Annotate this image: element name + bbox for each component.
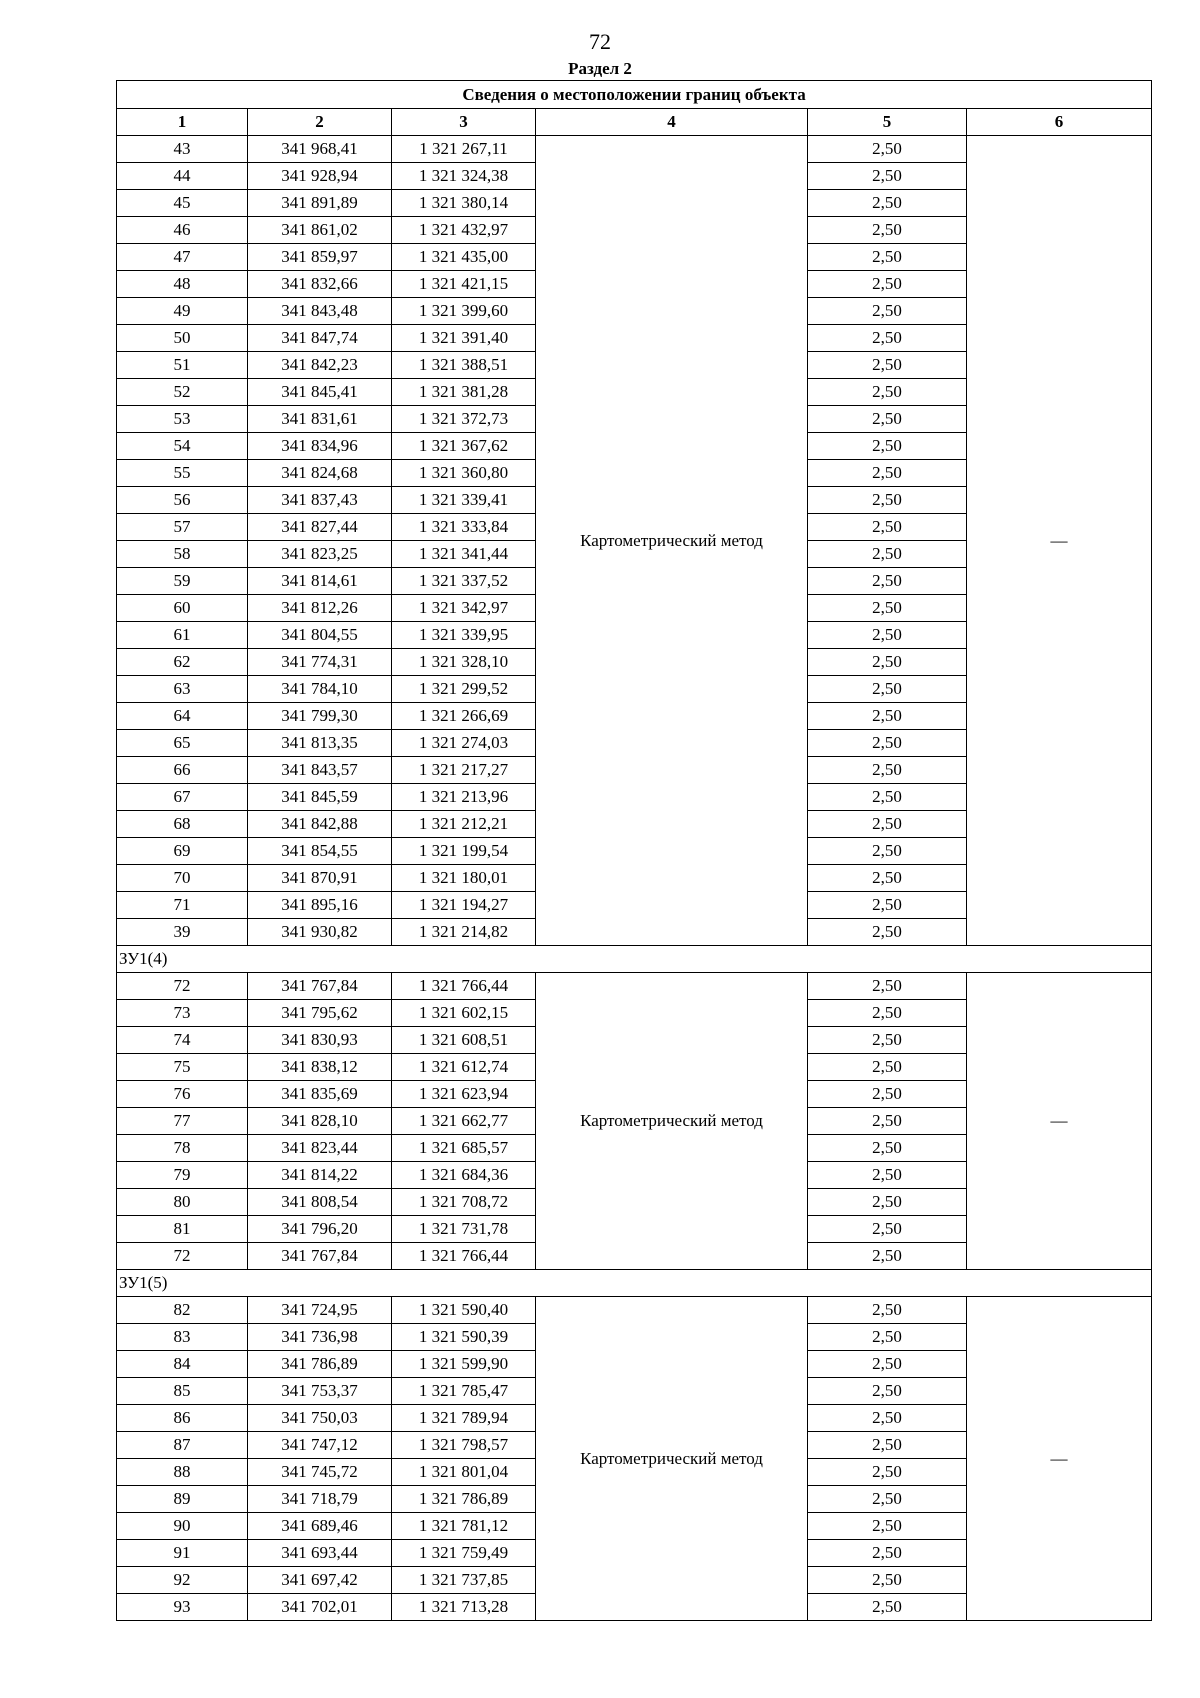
accuracy-cell: 2,50 bbox=[808, 784, 967, 811]
point-number-cell: 50 bbox=[117, 325, 248, 352]
coordinate-x-cell: 341 838,12 bbox=[248, 1054, 392, 1081]
coordinate-y-cell: 1 321 766,44 bbox=[392, 1243, 536, 1270]
accuracy-cell: 2,50 bbox=[808, 1540, 967, 1567]
table-row bbox=[117, 1297, 1152, 1324]
coordinate-y-cell: 1 321 212,21 bbox=[392, 811, 536, 838]
coordinate-y-cell: 1 321 766,44 bbox=[392, 973, 536, 1000]
coordinate-x-cell: 341 870,91 bbox=[248, 865, 392, 892]
coordinate-y-cell: 1 321 341,44 bbox=[392, 541, 536, 568]
coordinate-x-cell: 341 747,12 bbox=[248, 1432, 392, 1459]
coordinate-y-cell: 1 321 267,11 bbox=[392, 136, 536, 163]
accuracy-cell: 2,50 bbox=[808, 1324, 967, 1351]
coordinate-y-cell: 1 321 435,00 bbox=[392, 244, 536, 271]
coordinate-y-cell: 1 321 432,97 bbox=[392, 217, 536, 244]
coordinate-x-cell: 341 812,26 bbox=[248, 595, 392, 622]
accuracy-cell: 2,50 bbox=[808, 838, 967, 865]
accuracy-cell: 2,50 bbox=[808, 649, 967, 676]
coordinate-x-cell: 341 824,68 bbox=[248, 460, 392, 487]
point-number-cell: 76 bbox=[117, 1081, 248, 1108]
coordinate-y-cell: 1 321 590,40 bbox=[392, 1297, 536, 1324]
coordinate-y-cell: 1 321 399,60 bbox=[392, 298, 536, 325]
boundary-coordinates-table bbox=[116, 80, 1152, 1621]
coordinate-y-cell: 1 321 199,54 bbox=[392, 838, 536, 865]
coordinate-x-cell: 341 845,41 bbox=[248, 379, 392, 406]
point-number-cell: 55 bbox=[117, 460, 248, 487]
coordinate-x-cell: 341 832,66 bbox=[248, 271, 392, 298]
point-number-cell: 65 bbox=[117, 730, 248, 757]
coordinate-x-cell: 341 774,31 bbox=[248, 649, 392, 676]
coordinate-x-cell: 341 823,25 bbox=[248, 541, 392, 568]
point-number-cell: 77 bbox=[117, 1108, 248, 1135]
note-cell: — bbox=[967, 1297, 1152, 1621]
accuracy-cell: 2,50 bbox=[808, 244, 967, 271]
accuracy-cell: 2,50 bbox=[808, 190, 967, 217]
accuracy-cell: 2,50 bbox=[808, 1108, 967, 1135]
point-number-cell: 75 bbox=[117, 1054, 248, 1081]
point-number-cell: 91 bbox=[117, 1540, 248, 1567]
coordinate-x-cell: 341 799,30 bbox=[248, 703, 392, 730]
point-number-cell: 47 bbox=[117, 244, 248, 271]
accuracy-cell: 2,50 bbox=[808, 406, 967, 433]
coordinate-y-cell: 1 321 339,41 bbox=[392, 487, 536, 514]
accuracy-cell: 2,50 bbox=[808, 514, 967, 541]
coordinate-x-cell: 341 823,44 bbox=[248, 1135, 392, 1162]
coordinate-y-cell: 1 321 217,27 bbox=[392, 757, 536, 784]
method-cell: Картометрический метод bbox=[536, 1297, 808, 1621]
accuracy-cell: 2,50 bbox=[808, 1405, 967, 1432]
coordinate-y-cell: 1 321 339,95 bbox=[392, 622, 536, 649]
accuracy-cell: 2,50 bbox=[808, 730, 967, 757]
coordinate-y-cell: 1 321 612,74 bbox=[392, 1054, 536, 1081]
accuracy-cell: 2,50 bbox=[808, 325, 967, 352]
coordinate-x-cell: 341 767,84 bbox=[248, 973, 392, 1000]
point-number-cell: 73 bbox=[117, 1000, 248, 1027]
accuracy-cell: 2,50 bbox=[808, 1351, 967, 1378]
coordinate-y-cell: 1 321 737,85 bbox=[392, 1567, 536, 1594]
accuracy-cell: 2,50 bbox=[808, 352, 967, 379]
coordinate-y-cell: 1 321 214,82 bbox=[392, 919, 536, 946]
accuracy-cell: 2,50 bbox=[808, 865, 967, 892]
coordinate-y-cell: 1 321 421,15 bbox=[392, 271, 536, 298]
group-header-row bbox=[117, 1270, 1152, 1297]
point-number-cell: 74 bbox=[117, 1027, 248, 1054]
coordinate-x-cell: 341 786,89 bbox=[248, 1351, 392, 1378]
method-cell: Картометрический метод bbox=[536, 136, 808, 946]
point-number-cell: 49 bbox=[117, 298, 248, 325]
point-number-cell: 48 bbox=[117, 271, 248, 298]
point-number-cell: 71 bbox=[117, 892, 248, 919]
coordinate-y-cell: 1 321 731,78 bbox=[392, 1216, 536, 1243]
accuracy-cell: 2,50 bbox=[808, 703, 967, 730]
accuracy-cell: 2,50 bbox=[808, 1027, 967, 1054]
accuracy-cell: 2,50 bbox=[808, 1054, 967, 1081]
coordinate-x-cell: 341 736,98 bbox=[248, 1324, 392, 1351]
accuracy-cell: 2,50 bbox=[808, 595, 967, 622]
point-number-cell: 54 bbox=[117, 433, 248, 460]
point-number-cell: 68 bbox=[117, 811, 248, 838]
coordinate-y-cell: 1 321 342,97 bbox=[392, 595, 536, 622]
point-number-cell: 57 bbox=[117, 514, 248, 541]
point-number-cell: 72 bbox=[117, 973, 248, 1000]
column-header-row bbox=[117, 109, 1152, 136]
coordinate-y-cell: 1 321 266,69 bbox=[392, 703, 536, 730]
coordinate-y-cell: 1 321 380,14 bbox=[392, 190, 536, 217]
coordinate-y-cell: 1 321 180,01 bbox=[392, 865, 536, 892]
coordinate-x-cell: 341 796,20 bbox=[248, 1216, 392, 1243]
coordinate-x-cell: 341 837,43 bbox=[248, 487, 392, 514]
point-number-cell: 85 bbox=[117, 1378, 248, 1405]
coordinate-y-cell: 1 321 274,03 bbox=[392, 730, 536, 757]
accuracy-cell: 2,50 bbox=[808, 1486, 967, 1513]
coordinate-y-cell: 1 321 388,51 bbox=[392, 352, 536, 379]
point-number-cell: 60 bbox=[117, 595, 248, 622]
coordinate-x-cell: 341 813,35 bbox=[248, 730, 392, 757]
accuracy-cell: 2,50 bbox=[808, 487, 967, 514]
coordinate-x-cell: 341 745,72 bbox=[248, 1459, 392, 1486]
point-number-cell: 56 bbox=[117, 487, 248, 514]
coordinate-x-cell: 341 830,93 bbox=[248, 1027, 392, 1054]
coordinate-x-cell: 341 689,46 bbox=[248, 1513, 392, 1540]
section-title: Раздел 2 bbox=[568, 59, 632, 78]
coordinate-y-cell: 1 321 685,57 bbox=[392, 1135, 536, 1162]
coordinate-y-cell: 1 321 337,52 bbox=[392, 568, 536, 595]
note-cell: — bbox=[967, 973, 1152, 1270]
coordinate-y-cell: 1 321 299,52 bbox=[392, 676, 536, 703]
accuracy-cell: 2,50 bbox=[808, 757, 967, 784]
coordinate-y-cell: 1 321 623,94 bbox=[392, 1081, 536, 1108]
point-number-cell: 84 bbox=[117, 1351, 248, 1378]
coordinate-x-cell: 341 718,79 bbox=[248, 1486, 392, 1513]
column-header: 5 bbox=[808, 109, 967, 136]
method-cell: Картометрический метод bbox=[536, 973, 808, 1270]
coordinate-x-cell: 341 724,95 bbox=[248, 1297, 392, 1324]
coordinate-x-cell: 341 843,48 bbox=[248, 298, 392, 325]
accuracy-cell: 2,50 bbox=[808, 1000, 967, 1027]
point-number-cell: 69 bbox=[117, 838, 248, 865]
coordinate-x-cell: 341 804,55 bbox=[248, 622, 392, 649]
column-header: 1 bbox=[117, 109, 248, 136]
point-number-cell: 86 bbox=[117, 1405, 248, 1432]
accuracy-cell: 2,50 bbox=[808, 1594, 967, 1621]
coordinate-y-cell: 1 321 759,49 bbox=[392, 1540, 536, 1567]
coordinate-x-cell: 341 702,01 bbox=[248, 1594, 392, 1621]
coordinate-x-cell: 341 928,94 bbox=[248, 163, 392, 190]
coordinate-y-cell: 1 321 713,28 bbox=[392, 1594, 536, 1621]
accuracy-cell: 2,50 bbox=[808, 1297, 967, 1324]
coordinate-x-cell: 341 693,44 bbox=[248, 1540, 392, 1567]
point-number-cell: 62 bbox=[117, 649, 248, 676]
coordinate-x-cell: 341 828,10 bbox=[248, 1108, 392, 1135]
accuracy-cell: 2,50 bbox=[808, 1513, 967, 1540]
coordinate-y-cell: 1 321 194,27 bbox=[392, 892, 536, 919]
column-header: 6 bbox=[967, 109, 1152, 136]
group-label: ЗУ1(4) bbox=[117, 946, 1152, 973]
point-number-cell: 83 bbox=[117, 1324, 248, 1351]
accuracy-cell: 2,50 bbox=[808, 811, 967, 838]
point-number-cell: 44 bbox=[117, 163, 248, 190]
coordinate-y-cell: 1 321 684,36 bbox=[392, 1162, 536, 1189]
coordinate-x-cell: 341 859,97 bbox=[248, 244, 392, 271]
column-header: 2 bbox=[248, 109, 392, 136]
point-number-cell: 92 bbox=[117, 1567, 248, 1594]
accuracy-cell: 2,50 bbox=[808, 1243, 967, 1270]
coordinate-x-cell: 341 831,61 bbox=[248, 406, 392, 433]
coordinate-y-cell: 1 321 662,77 bbox=[392, 1108, 536, 1135]
coordinate-x-cell: 341 843,57 bbox=[248, 757, 392, 784]
coordinate-x-cell: 341 891,89 bbox=[248, 190, 392, 217]
accuracy-cell: 2,50 bbox=[808, 271, 967, 298]
table-body bbox=[117, 136, 1152, 1621]
coordinate-y-cell: 1 321 333,84 bbox=[392, 514, 536, 541]
coordinate-y-cell: 1 321 213,96 bbox=[392, 784, 536, 811]
coordinate-x-cell: 341 895,16 bbox=[248, 892, 392, 919]
coordinate-x-cell: 341 842,88 bbox=[248, 811, 392, 838]
point-number-cell: 39 bbox=[117, 919, 248, 946]
coordinate-y-cell: 1 321 798,57 bbox=[392, 1432, 536, 1459]
coordinate-x-cell: 341 697,42 bbox=[248, 1567, 392, 1594]
point-number-cell: 67 bbox=[117, 784, 248, 811]
accuracy-cell: 2,50 bbox=[808, 1459, 967, 1486]
coordinate-x-cell: 341 808,54 bbox=[248, 1189, 392, 1216]
coordinate-y-cell: 1 321 785,47 bbox=[392, 1378, 536, 1405]
accuracy-cell: 2,50 bbox=[808, 1216, 967, 1243]
point-number-cell: 58 bbox=[117, 541, 248, 568]
coordinate-x-cell: 341 750,03 bbox=[248, 1405, 392, 1432]
point-number-cell: 52 bbox=[117, 379, 248, 406]
accuracy-cell: 2,50 bbox=[808, 676, 967, 703]
coordinate-y-cell: 1 321 372,73 bbox=[392, 406, 536, 433]
coordinate-y-cell: 1 321 381,28 bbox=[392, 379, 536, 406]
coordinate-x-cell: 341 814,61 bbox=[248, 568, 392, 595]
group-label: ЗУ1(5) bbox=[117, 1270, 1152, 1297]
coordinate-x-cell: 341 767,84 bbox=[248, 1243, 392, 1270]
column-header: 4 bbox=[536, 109, 808, 136]
point-number-cell: 66 bbox=[117, 757, 248, 784]
coordinate-y-cell: 1 321 786,89 bbox=[392, 1486, 536, 1513]
table-title: Сведения о местоположении границ объекта bbox=[117, 81, 1152, 109]
coordinate-y-cell: 1 321 789,94 bbox=[392, 1405, 536, 1432]
point-number-cell: 70 bbox=[117, 865, 248, 892]
coordinate-y-cell: 1 321 608,51 bbox=[392, 1027, 536, 1054]
table-title-row bbox=[117, 81, 1152, 109]
coordinate-x-cell: 341 968,41 bbox=[248, 136, 392, 163]
accuracy-cell: 2,50 bbox=[808, 1081, 967, 1108]
accuracy-cell: 2,50 bbox=[808, 1162, 967, 1189]
point-number-cell: 89 bbox=[117, 1486, 248, 1513]
point-number-cell: 88 bbox=[117, 1459, 248, 1486]
point-number-cell: 81 bbox=[117, 1216, 248, 1243]
coordinate-y-cell: 1 321 801,04 bbox=[392, 1459, 536, 1486]
accuracy-cell: 2,50 bbox=[808, 541, 967, 568]
coordinate-x-cell: 341 854,55 bbox=[248, 838, 392, 865]
point-number-cell: 90 bbox=[117, 1513, 248, 1540]
coordinate-x-cell: 341 835,69 bbox=[248, 1081, 392, 1108]
accuracy-cell: 2,50 bbox=[808, 622, 967, 649]
coordinate-y-cell: 1 321 781,12 bbox=[392, 1513, 536, 1540]
point-number-cell: 61 bbox=[117, 622, 248, 649]
coordinate-x-cell: 341 847,74 bbox=[248, 325, 392, 352]
coordinate-y-cell: 1 321 391,40 bbox=[392, 325, 536, 352]
accuracy-cell: 2,50 bbox=[808, 1432, 967, 1459]
accuracy-cell: 2,50 bbox=[808, 1567, 967, 1594]
accuracy-cell: 2,50 bbox=[808, 892, 967, 919]
point-number-cell: 72 bbox=[117, 1243, 248, 1270]
coordinate-x-cell: 341 842,23 bbox=[248, 352, 392, 379]
coordinate-y-cell: 1 321 708,72 bbox=[392, 1189, 536, 1216]
group-header-row bbox=[117, 946, 1152, 973]
accuracy-cell: 2,50 bbox=[808, 919, 967, 946]
accuracy-cell: 2,50 bbox=[808, 136, 967, 163]
coordinate-y-cell: 1 321 367,62 bbox=[392, 433, 536, 460]
coordinate-y-cell: 1 321 599,90 bbox=[392, 1351, 536, 1378]
note-cell: — bbox=[967, 136, 1152, 946]
point-number-cell: 43 bbox=[117, 136, 248, 163]
accuracy-cell: 2,50 bbox=[808, 1135, 967, 1162]
point-number-cell: 64 bbox=[117, 703, 248, 730]
accuracy-cell: 2,50 bbox=[808, 433, 967, 460]
coordinate-x-cell: 341 795,62 bbox=[248, 1000, 392, 1027]
point-number-cell: 79 bbox=[117, 1162, 248, 1189]
table-row bbox=[117, 136, 1152, 163]
accuracy-cell: 2,50 bbox=[808, 973, 967, 1000]
coordinate-x-cell: 341 827,44 bbox=[248, 514, 392, 541]
coordinate-x-cell: 341 861,02 bbox=[248, 217, 392, 244]
table-row bbox=[117, 973, 1152, 1000]
coordinate-y-cell: 1 321 324,38 bbox=[392, 163, 536, 190]
coordinate-y-cell: 1 321 360,80 bbox=[392, 460, 536, 487]
point-number-cell: 78 bbox=[117, 1135, 248, 1162]
accuracy-cell: 2,50 bbox=[808, 298, 967, 325]
coordinate-x-cell: 341 784,10 bbox=[248, 676, 392, 703]
accuracy-cell: 2,50 bbox=[808, 1378, 967, 1405]
page-number: 72 bbox=[589, 29, 611, 54]
accuracy-cell: 2,50 bbox=[808, 217, 967, 244]
column-header: 3 bbox=[392, 109, 536, 136]
accuracy-cell: 2,50 bbox=[808, 460, 967, 487]
point-number-cell: 93 bbox=[117, 1594, 248, 1621]
coordinate-x-cell: 341 753,37 bbox=[248, 1378, 392, 1405]
point-number-cell: 46 bbox=[117, 217, 248, 244]
accuracy-cell: 2,50 bbox=[808, 163, 967, 190]
point-number-cell: 80 bbox=[117, 1189, 248, 1216]
coordinate-x-cell: 341 834,96 bbox=[248, 433, 392, 460]
accuracy-cell: 2,50 bbox=[808, 568, 967, 595]
coordinate-x-cell: 341 930,82 bbox=[248, 919, 392, 946]
point-number-cell: 51 bbox=[117, 352, 248, 379]
point-number-cell: 82 bbox=[117, 1297, 248, 1324]
point-number-cell: 63 bbox=[117, 676, 248, 703]
accuracy-cell: 2,50 bbox=[808, 379, 967, 406]
point-number-cell: 45 bbox=[117, 190, 248, 217]
coordinate-y-cell: 1 321 328,10 bbox=[392, 649, 536, 676]
coordinate-y-cell: 1 321 602,15 bbox=[392, 1000, 536, 1027]
point-number-cell: 53 bbox=[117, 406, 248, 433]
coordinate-x-cell: 341 814,22 bbox=[248, 1162, 392, 1189]
accuracy-cell: 2,50 bbox=[808, 1189, 967, 1216]
coordinate-y-cell: 1 321 590,39 bbox=[392, 1324, 536, 1351]
point-number-cell: 87 bbox=[117, 1432, 248, 1459]
point-number-cell: 59 bbox=[117, 568, 248, 595]
coordinate-x-cell: 341 845,59 bbox=[248, 784, 392, 811]
